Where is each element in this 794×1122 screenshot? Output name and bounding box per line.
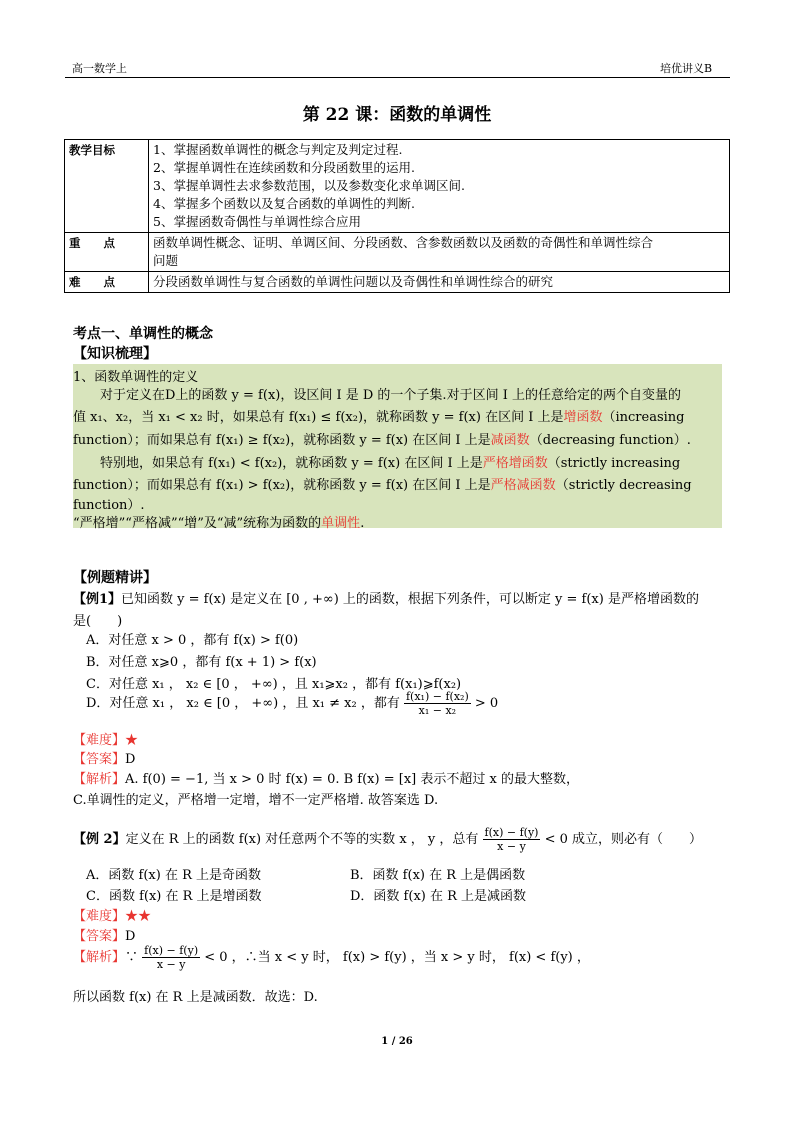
example-1-analysis <box>73 768 579 787</box>
text-span: D．对任意 x₁ ， x₂ ∈ [0 ， +∞) ，且 x₁ ≠ x₂ ，都有 <box>86 696 400 711</box>
fraction-denominator: x − y <box>497 840 526 853</box>
option-a: A．函数 f(x) 在 R 上是奇函数 <box>86 868 261 883</box>
example-1-stem <box>73 588 699 607</box>
option-a: A．对任意 x > 0 ，都有 f(x) > f(0) <box>86 633 299 648</box>
option-d: D．函数 f(x) 在 R 上是减函数 <box>350 889 527 904</box>
goal-label: 教学目标 <box>65 140 149 233</box>
term-increasing: 增函数 <box>563 410 603 425</box>
definition-line <box>100 452 680 471</box>
text-span: 【解析】 <box>73 772 126 787</box>
text-span: > 0 <box>474 696 499 711</box>
option-c: C．函数 f(x) 在 R 上是增函数 <box>86 889 262 904</box>
examples-heading: 【例题精讲】 <box>73 570 157 586</box>
fraction-denominator: x₁ − x₂ <box>418 704 457 717</box>
option-b: B．函数 f(x) 在 R 上是偶函数 <box>350 868 526 883</box>
definition-line <box>73 512 364 531</box>
goal-line: 1、掌握函数单调性的概念与判定及判定过程. <box>153 142 403 157</box>
option-d <box>86 690 498 717</box>
key-point-content <box>149 233 730 272</box>
fraction <box>404 690 471 717</box>
definition-line <box>73 429 691 448</box>
definition-line: function）. <box>73 498 145 513</box>
example-1-label: 【例1】 <box>73 592 122 607</box>
text-span: （strictly increasing <box>547 456 681 471</box>
example-1-difficulty <box>73 729 138 748</box>
goal-line: 2、掌握单调性在连续函数和分段函数里的运用. <box>153 160 415 175</box>
table-row <box>65 140 730 233</box>
key-point-line: 函数单调性概念、证明、单调区间、分段函数、含参数函数以及函数的奇偶性和单调性综合 <box>153 235 654 250</box>
header-right: 培优讲义B <box>660 62 713 75</box>
text-span: 【答案】 <box>73 929 126 944</box>
goals-table <box>64 139 730 293</box>
text-span: 已知函数 y = f(x) 是定义在 [0 , +∞) 上的函数，根据下列条件，可以断定 y = f(x) 是严格增函数的 <box>121 592 699 607</box>
term-strictly-decreasing: 严格减函数 <box>490 478 556 493</box>
text-span: 值 x₁、x₂，当 x₁ < x₂ 时，如果总有 f(x₁) ≤ f(x₂)，就称函数 y = f(x) 在区间 I 上是 <box>73 410 564 425</box>
text-span: A. f(0) = −1, 当 x > 0 时 f(x) = 0. B f(x) = [x] 表示不超过 x 的最大整数， <box>125 772 579 787</box>
fraction-numerator: f(x₁) − f(x₂) <box>405 690 469 703</box>
fraction-numerator: f(x) − f(y) <box>144 944 199 957</box>
page-title: 第 22 课：函数的单调性 <box>302 105 492 125</box>
text-span: < 0 ，∴当 x < y 时， f(x) > f(y) ，当 x > y 时， f(x) < f(y) ， <box>204 950 590 965</box>
difficult-point-line: 分段函数单调性与复合函数的单调性问题以及奇偶性和单调性综合的研究 <box>153 274 554 289</box>
definition-line <box>73 406 684 425</box>
text-span: function）；而如果总有 f(x₁) > f(x₂)，就称函数 y = f(x) 在区间 I 上是 <box>73 478 491 493</box>
header-divider <box>65 77 730 78</box>
text-span: . <box>360 516 365 531</box>
example-2-analysis <box>73 944 590 971</box>
header-left: 高一数学上 <box>72 62 127 75</box>
definition-line: 对于定义在D上的函数 y = f(x)，设区间 I 是 D 的一个子集.对于区间 I 上的任意给定的两个自变量的 <box>100 388 681 403</box>
difficulty-stars: ★ <box>125 733 139 748</box>
table-row <box>65 233 730 272</box>
fraction <box>142 944 200 971</box>
section-title: 考点一、单调性的概念 <box>73 326 213 342</box>
example-1-stem-cont: 是( ) <box>73 614 123 629</box>
key-point-line: 问题 <box>153 253 179 268</box>
goal-line: 5、掌握函数奇偶性与单调性综合应用 <box>153 214 361 229</box>
text-span: 【答案】 <box>73 752 126 767</box>
difficulty-stars: ★★ <box>125 909 152 924</box>
knowledge-subheading: 1、函数单调性的定义 <box>73 370 199 385</box>
text-span: （strictly decreasing <box>555 478 692 493</box>
example-2-answer <box>73 925 135 944</box>
fraction-numerator: f(x) − f(y) <box>484 826 539 839</box>
text-span: （decreasing function）. <box>529 433 691 448</box>
term-monotonicity: 单调性 <box>321 516 361 531</box>
answer-value: D <box>125 929 136 944</box>
text-span: function）；而如果总有 f(x₁) ≥ f(x₂)，就称函数 y = f(x) 在区间 I 上是 <box>73 433 491 448</box>
term-decreasing: 减函数 <box>490 433 530 448</box>
text-span: 【难度】 <box>73 733 126 748</box>
definition-line <box>73 474 692 493</box>
example-2-analysis-cont: 所以函数 f(x) 在 R 上是减函数．故选：D. <box>73 990 318 1005</box>
term-strictly-increasing: 严格增函数 <box>482 456 548 471</box>
goal-content <box>149 140 730 233</box>
difficult-point-label: 难 点 <box>65 272 149 293</box>
page-number: 1 / 26 <box>381 1036 413 1047</box>
option-c: C．对任意 x₁ ， x₂ ∈ [0 ， +∞) ，且 x₁⩾x₂ ，都有 f(x₁)⩾f(x₂) <box>86 677 462 692</box>
knowledge-heading: 【知识梳理】 <box>73 346 157 362</box>
example-2-label: 【例 2】 <box>73 832 126 847</box>
fraction-denominator: x − y <box>156 958 186 971</box>
example-1-analysis-cont: C.单调性的定义，严格增一定增，增不一定严格增. 故答案选 D. <box>73 793 439 808</box>
key-point-label: 重 点 <box>65 233 149 272</box>
fraction <box>483 826 541 853</box>
example-1-answer <box>73 748 135 767</box>
example-2-stem <box>73 826 702 853</box>
text-span: 【难度】 <box>73 909 126 924</box>
option-b: B．对任意 x⩾0 ，都有 f(x + 1) > f(x) <box>86 655 317 670</box>
goal-line: 4、掌握多个函数以及复合函数的单调性的判断. <box>153 196 415 211</box>
text-span: （increasing <box>602 410 685 425</box>
answer-value: D <box>125 752 136 767</box>
text-span: 【解析】 <box>73 950 126 965</box>
text-span: 定义在 R 上的函数 f(x) 对任意两个不等的实数 x ， y ，总有 <box>125 832 479 847</box>
goal-line: 3、掌握单调性去求参数范围，以及参数变化求单调区间. <box>153 178 465 193</box>
example-2-difficulty <box>73 905 151 924</box>
text-span: ∵ <box>125 950 139 965</box>
difficult-point-content <box>149 272 730 293</box>
text-span: “严格增”“严格减”“增”及“减”统称为函数的 <box>73 516 322 531</box>
table-row <box>65 272 730 293</box>
text-span: 特别地，如果总有 f(x₁) < f(x₂)，就称函数 y = f(x) 在区间 I 上是 <box>100 456 483 471</box>
text-span: < 0 成立，则必有（ ） <box>544 832 703 847</box>
